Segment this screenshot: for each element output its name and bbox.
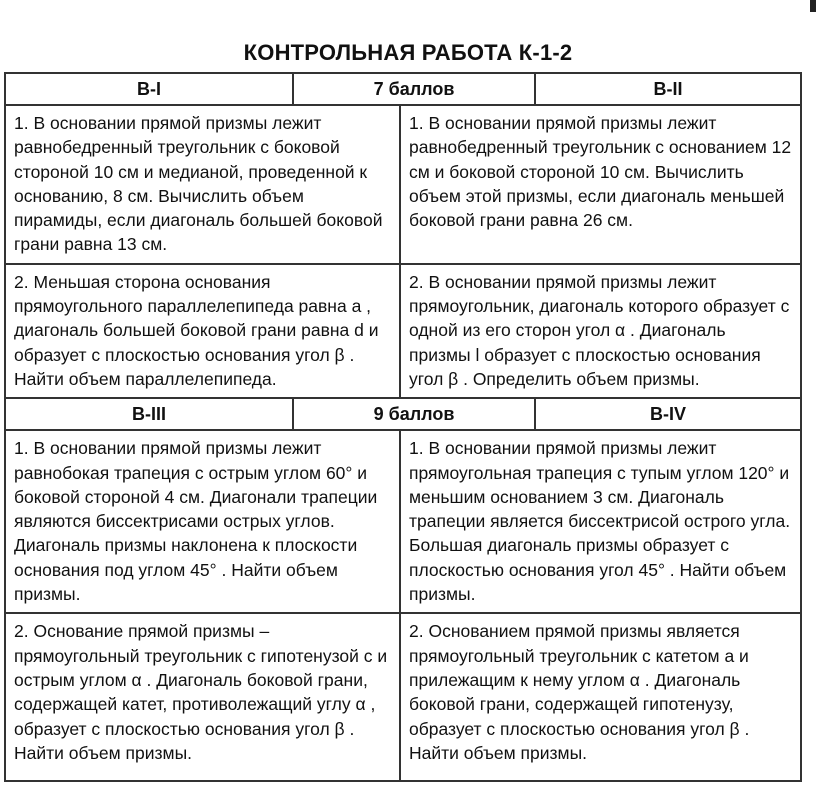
task-v4-1: 1. В основании прямой призмы лежит прямоугольная трапеция с тупым углом 120° и меньшим основанием 3 см. Диагональ трапеции является биссектрисой острого угла. Большая диагональ призмы образует с плоскостью основания угол 45° . Найти объем призмы. <box>400 430 801 613</box>
task-v2-2: 2. В основании прямой призмы лежит прямоугольник, диагональ которого образует с одной из его сторон угол α . Диагональ призмы l образует с плоскостью основания угол β . Определить объем призмы. <box>400 264 801 398</box>
points-label-7: 7 баллов <box>292 74 536 104</box>
section-header-row <box>5 73 801 105</box>
task-row-2 <box>5 264 801 398</box>
task-row-1 <box>5 105 801 264</box>
task-v1-2: 2. Меньшая сторона основания прямоугольного параллелепипеда равна a , диагональ большей боковой грани равна d и образует с плоскостью основания угол β . Найти объем параллелепипеда. <box>5 264 400 398</box>
variant-2-label: В-II <box>653 78 683 99</box>
task-v1-1: 1. В основании прямой призмы лежит равнобедренный треугольник с боковой стороной 10 см и медианой, проведенной к основанию, 8 см. Вычислить объем пирамиды, если диагональ большей боковой грани равна 13 см. <box>5 105 400 264</box>
points-label-9: 9 баллов <box>292 399 536 429</box>
variant-3-label: В-III <box>132 404 166 425</box>
corner-mark <box>810 0 816 12</box>
task-row-3 <box>5 430 801 613</box>
task-v3-2: 2. Основание прямой призмы – прямоугольный треугольник с гипотенузой c и острым углом α . Диагональ боковой грани, содержащей катет, противолежащий углу α , образует с плоскостью основания угол β . Найти объем призмы. <box>5 613 400 781</box>
task-row-4 <box>5 613 801 781</box>
variant-4-label: В-IV <box>650 404 686 425</box>
task-v4-2: 2. Основанием прямой призмы является прямоугольный треугольник с катетом a и прилежащим к нему углом α . Диагональ боковой грани, содержащей гипотенузу, образует с плоскостью основания угол β . Найти объем призмы. <box>400 613 801 781</box>
tasks-table <box>4 72 802 782</box>
section-header-row-2 <box>5 398 801 430</box>
page-title: КОНТРОЛЬНАЯ РАБОТА К-1-2 <box>243 40 573 65</box>
task-v3-1: 1. В основании прямой призмы лежит равнобокая трапеция с острым углом 60° и боковой стороной 4 см. Диагонали трапеции являются биссектрисами острых углов. Диагональ призмы наклонена к плоскости основания под углом 45° . Найти объем призмы. <box>5 430 400 613</box>
variant-1-label: В-I <box>137 78 161 99</box>
task-v2-1: 1. В основании прямой призмы лежит равнобедренный треугольник с основанием 12 см и боковой стороной 10 см. Вычислить объем этой призмы, если диагональ меньшей боковой грани равна 26 см. <box>400 105 801 264</box>
